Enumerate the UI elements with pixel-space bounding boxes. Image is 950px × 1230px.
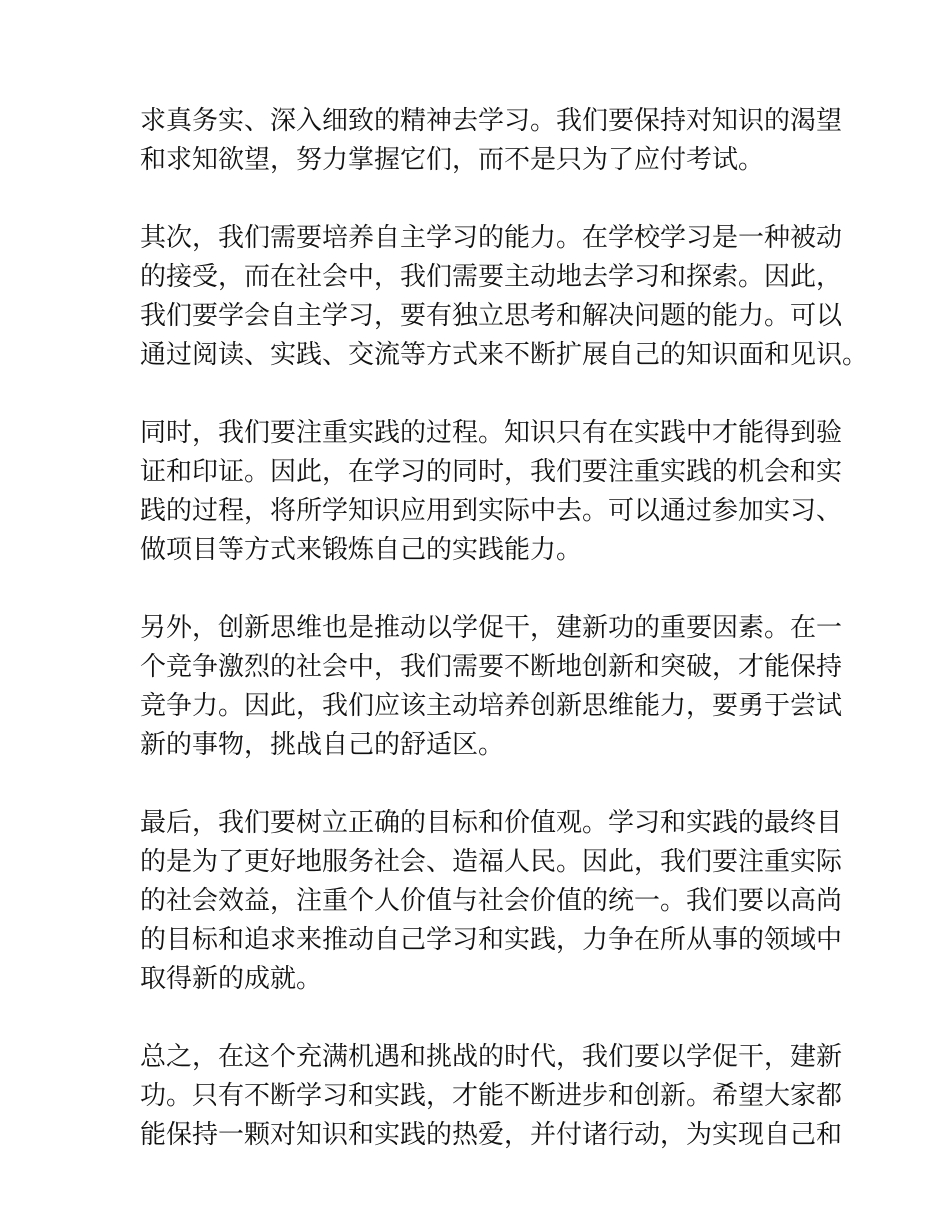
text-line: 的是为了更好地服务社会、造福人民。因此，我们要注重实际 [140, 847, 843, 877]
text-line: 同时，我们要注重实践的过程。知识只有在实践中才能得到验 [140, 418, 843, 448]
text-line: 的目标和追求来推动自己学习和实践，力争在所从事的领域中 [140, 925, 843, 955]
text-line: 竞争力。因此，我们应该主动培养创新思维能力，要勇于尝试 [140, 691, 843, 721]
text-line: 能保持一颗对知识和实践的热爱，并付诸行动，为实现自己和 [140, 1120, 843, 1150]
text-line: 通过阅读、实践、交流等方式来不断扩展自己的知识面和见识。 [140, 340, 869, 370]
paragraph-4 [140, 609, 843, 765]
text-line: 新的事物，挑战自己的舒适区。 [140, 730, 505, 760]
paragraph-2 [140, 219, 869, 375]
text-line: 个竞争激烈的社会中，我们需要不断地创新和突破，才能保持 [140, 652, 843, 682]
paragraph-3 [140, 414, 843, 570]
text-line: 的接受，而在社会中，我们需要主动地去学习和探索。因此， [140, 262, 843, 292]
text-line: 最后，我们要树立正确的目标和价值观。学习和实践的最终目 [140, 808, 843, 838]
paragraph-5 [140, 804, 843, 999]
text-line: 证和印证。因此，在学习的同时，我们要注重实践的机会和实 [140, 457, 843, 487]
text-line: 取得新的成就。 [140, 964, 323, 994]
paragraph-1 [140, 102, 843, 180]
text-line: 做项目等方式来锻炼自己的实践能力。 [140, 535, 583, 565]
text-line: 求真务实、深入细致的精神去学习。我们要保持对知识的渴望 [140, 106, 843, 136]
text-line: 和求知欲望，努力掌握它们，而不是只为了应付考试。 [140, 145, 765, 175]
text-line: 功。只有不断学习和实践，才能不断进步和创新。希望大家都 [140, 1081, 843, 1111]
text-line: 其次，我们需要培养自主学习的能力。在学校学习是一种被动 [140, 223, 843, 253]
paragraph-6 [140, 1038, 843, 1155]
text-line: 我们要学会自主学习，要有独立思考和解决问题的能力。可以 [140, 301, 843, 331]
document-page [140, 102, 869, 1194]
text-line: 践的过程，将所学知识应用到实际中去。可以通过参加实习、 [140, 496, 843, 526]
text-line: 的社会效益，注重个人价值与社会价值的统一。我们要以高尚 [140, 886, 843, 916]
text-line: 另外，创新思维也是推动以学促干，建新功的重要因素。在一 [140, 613, 843, 643]
text-line: 总之，在这个充满机遇和挑战的时代，我们要以学促干，建新 [140, 1042, 843, 1072]
